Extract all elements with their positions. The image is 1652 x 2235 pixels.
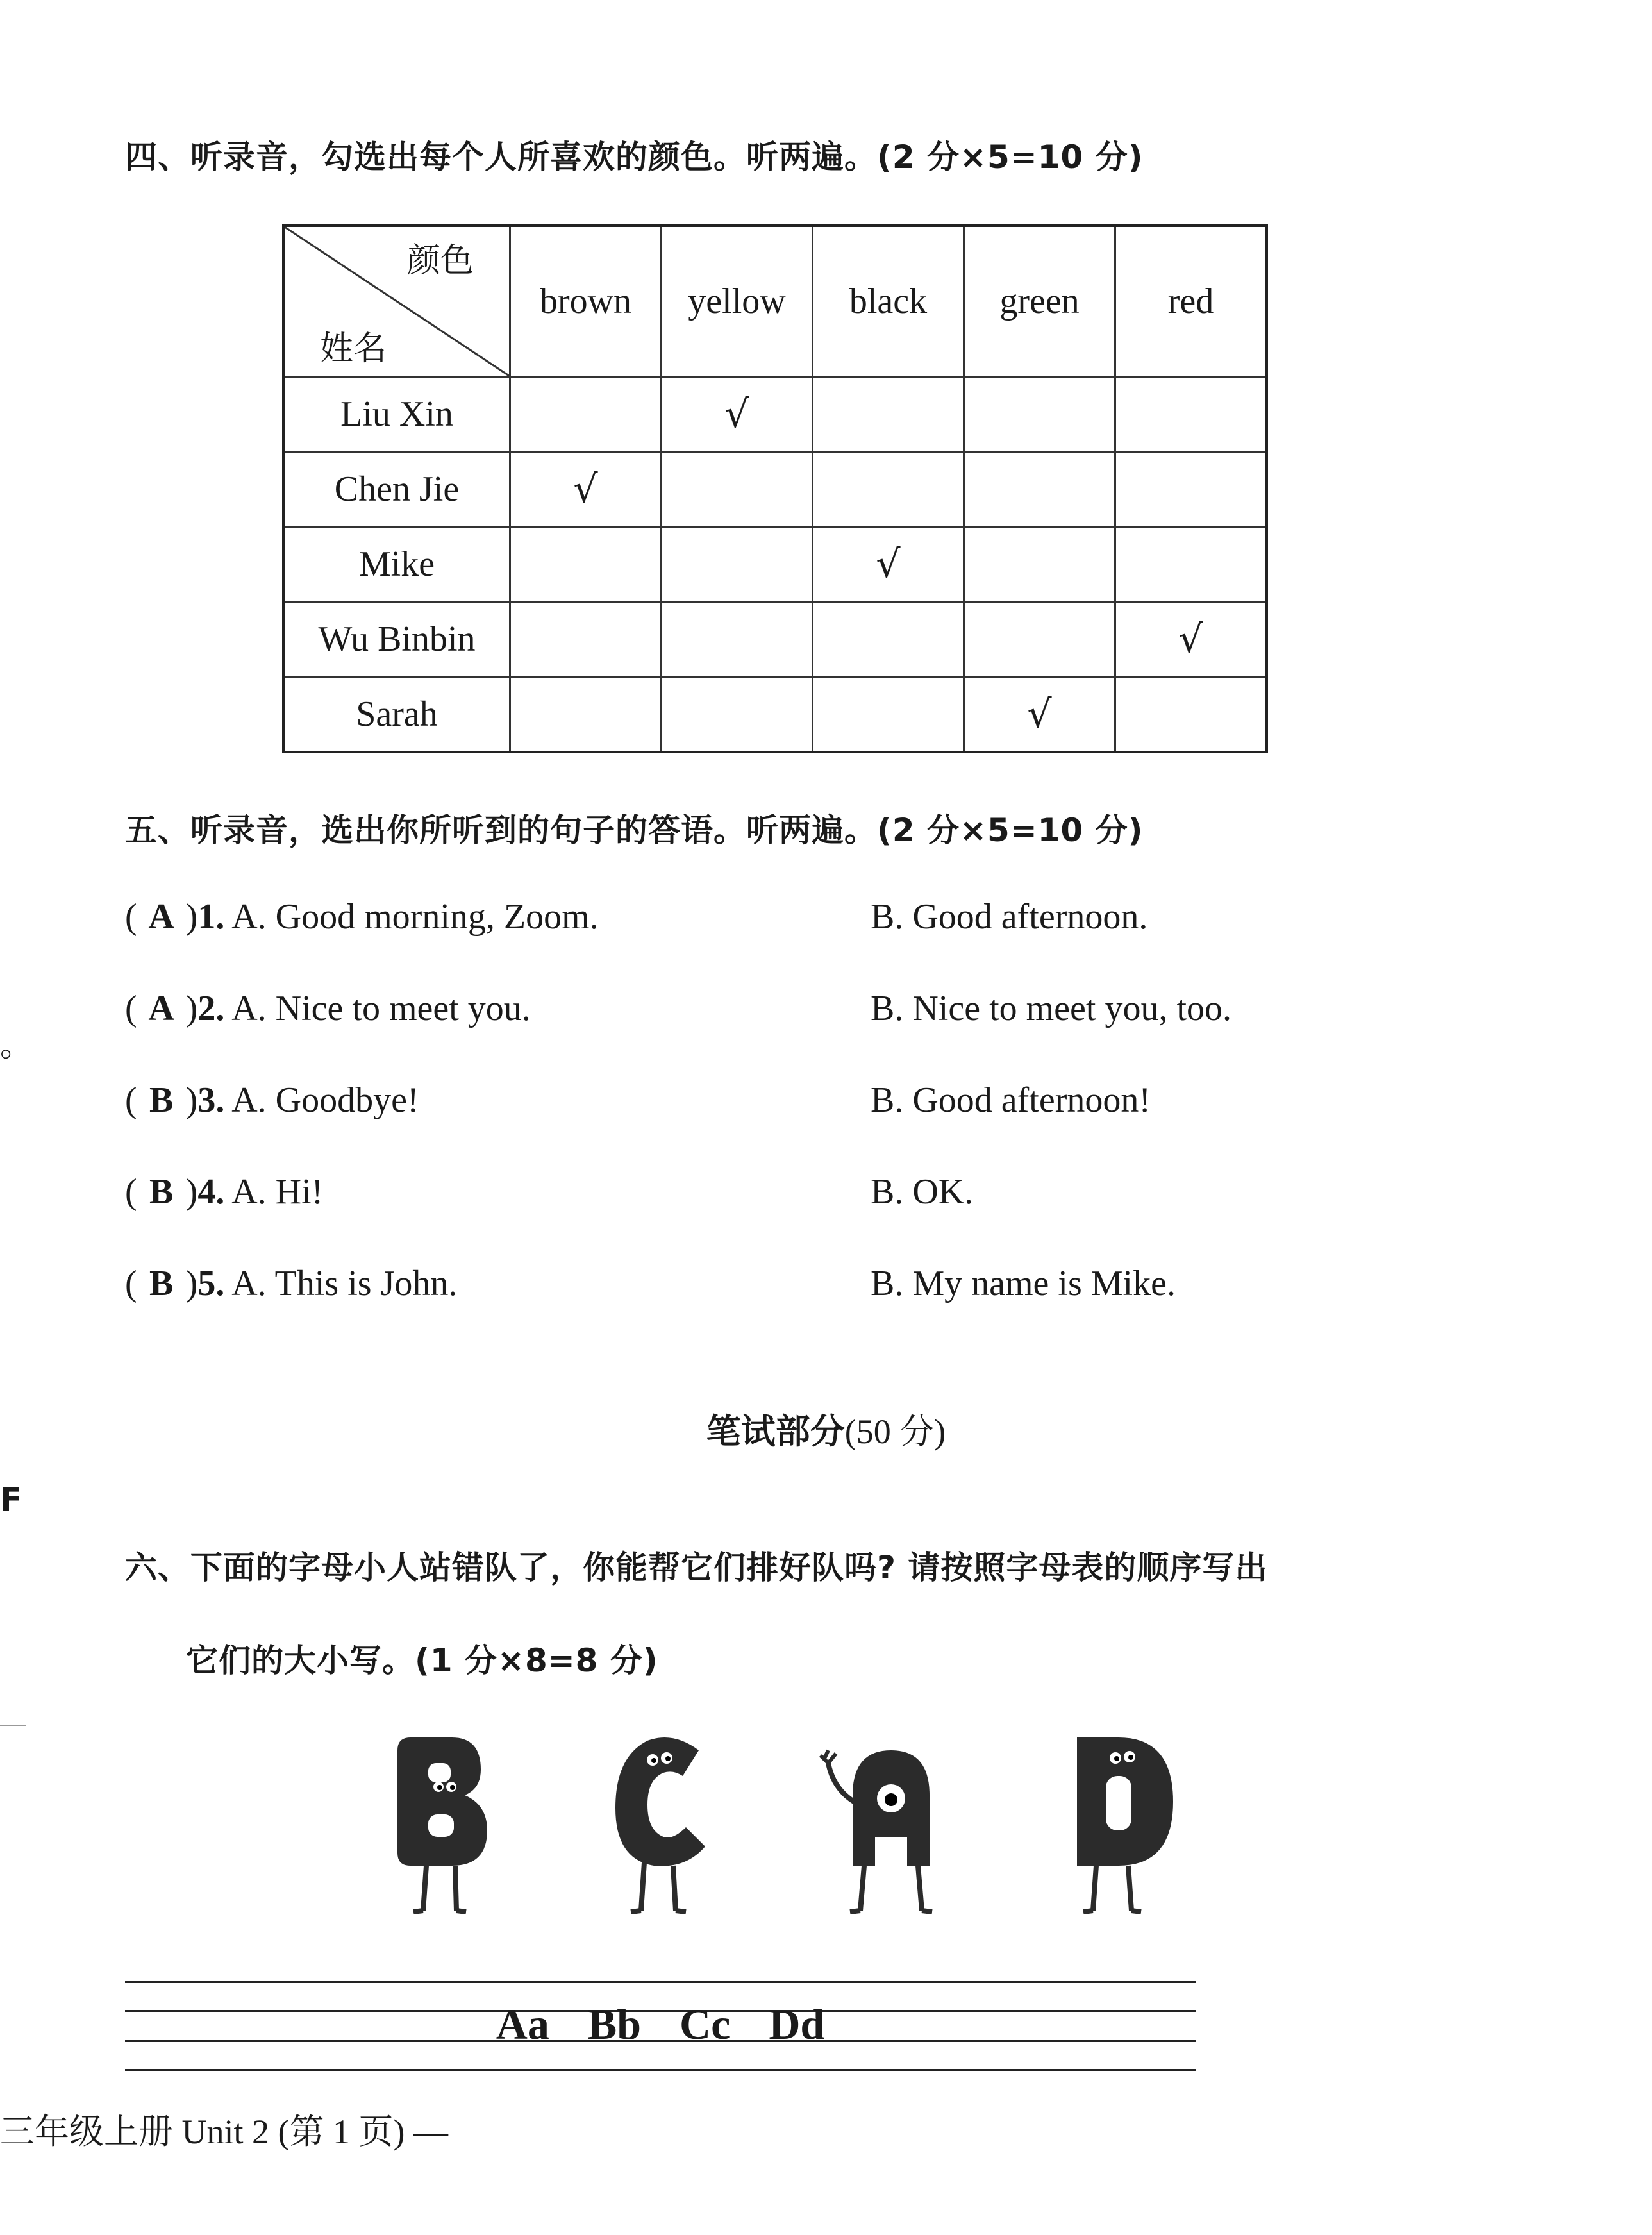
option-b: B. Good afternoon. [871,897,1148,937]
header-name-label: 姓名 [320,330,387,368]
question-number: 1. [197,897,225,937]
check-mark: √ [1027,692,1052,737]
table-cell[interactable] [510,377,662,452]
written-answer [125,1999,1196,2050]
option-a: A. Goodbye! [231,1080,419,1120]
header-color-label: 颜色 [406,242,474,280]
check-mark: √ [876,542,901,587]
table-cell[interactable] [662,452,813,527]
table-cell[interactable] [662,377,813,452]
question-number: 2. [197,989,225,1028]
table-row [283,377,1267,452]
section5-title: 五、听录音，选出你所听到的句子的答语。听两遍。(2 分×5=10 分) [125,812,1144,849]
written-letter-pair: Bb [587,2000,642,2048]
diagonal-line [285,227,509,376]
writing-line [125,2069,1196,2071]
margin-divider [0,1725,26,1726]
page-footer: 三年级上册 Unit 2 (第 1 页) — [0,2113,448,2151]
student-name: Liu Xin [283,377,510,452]
writing-lines[interactable] [125,1981,1196,2071]
check-mark: √ [1178,617,1203,662]
color-header-green: green [964,226,1115,377]
option-b: B. Good afternoon! [871,1080,1151,1120]
student-name: Chen Jie [283,452,510,527]
letter-d-character [1077,1737,1173,1912]
table-header-row [283,226,1267,377]
question-number: 4. [197,1172,225,1212]
option-b: B. My name is Mike. [871,1264,1176,1303]
question-number: 5. [197,1264,225,1303]
section6-title-line1: 六、下面的字母小人站错队了，你能帮它们排好队吗? 请按照字母表的顺序写出 [125,1549,1268,1586]
section6-title-line2: 它们的大小写。(1 分×8=8 分) [186,1642,658,1679]
color-header-brown: brown [510,226,662,377]
letter-b-character [397,1737,487,1912]
table-cell[interactable] [510,527,662,602]
option-a: A. Good morning, Zoom. [231,897,599,937]
option-b: B. OK. [871,1172,974,1212]
option-a: A. Nice to meet you. [231,989,531,1028]
written-part-label: 笔试部分 [706,1411,845,1452]
check-mark: √ [724,392,749,437]
table-cell[interactable] [1115,602,1267,677]
answer-3[interactable]: B [149,1080,174,1120]
table-cell[interactable] [510,677,662,753]
answer-4[interactable]: B [149,1172,174,1212]
table-cell[interactable] [510,452,662,527]
table-row [283,602,1267,677]
letter-characters-illustration [372,1725,1231,1930]
table-cell[interactable] [813,677,964,753]
margin-mark: 。 [0,1026,32,1064]
table-cell[interactable] [964,602,1115,677]
student-name: Wu Binbin [283,602,510,677]
section4-title: 四、听录音，勾选出每个人所喜欢的颜色。听两遍。(2 分×5=10 分) [125,138,1144,176]
table-cell[interactable] [1115,677,1267,753]
letter-a-character [821,1750,932,1912]
color-header-red: red [1115,226,1267,377]
table-cell[interactable] [813,452,964,527]
written-part-points: (50 分) [844,1412,946,1451]
diagonal-header-cell [283,226,510,377]
student-name: Mike [283,527,510,602]
table-row [283,677,1267,753]
check-mark: √ [573,467,598,512]
option-b: B. Nice to meet you, too. [871,989,1232,1028]
table-cell[interactable] [813,527,964,602]
question-1: ( A )1. A. Good morning, Zoom. [125,897,599,937]
letter-c-character [615,1737,705,1912]
table-cell[interactable] [662,602,813,677]
option-a: A. Hi! [231,1172,324,1212]
margin-mark: F [0,1481,22,1518]
answer-5[interactable]: B [149,1264,174,1303]
table-cell[interactable] [662,677,813,753]
question-2: ( A )2. A. Nice to meet you. [125,989,531,1028]
table-row [283,527,1267,602]
option-a: A. This is John. [231,1264,458,1303]
color-header-yellow: yellow [662,226,813,377]
color-header-black: black [813,226,964,377]
written-part-title [0,1404,1652,1453]
answer-2[interactable]: A [148,989,174,1028]
table-cell[interactable] [964,527,1115,602]
table-row [283,452,1267,527]
writing-line [125,1981,1196,1983]
written-letter-pair: Aa [496,2000,549,2048]
table-cell[interactable] [964,677,1115,753]
written-letter-pair: Dd [769,2000,825,2048]
written-letter-pair: Cc [680,2000,731,2048]
table-cell[interactable] [813,377,964,452]
table-cell[interactable] [813,602,964,677]
color-preference-table [282,224,1268,753]
table-cell[interactable] [510,602,662,677]
table-cell[interactable] [1115,377,1267,452]
student-name: Sarah [283,677,510,753]
table-cell[interactable] [1115,527,1267,602]
question-5: ( B )5. A. This is John. [125,1264,458,1303]
question-3: ( B )3. A. Goodbye! [125,1080,419,1120]
table-cell[interactable] [662,527,813,602]
question-number: 3. [197,1080,225,1120]
table-cell[interactable] [964,452,1115,527]
table-cell[interactable] [964,377,1115,452]
answer-1[interactable]: A [148,897,174,937]
table-cell[interactable] [1115,452,1267,527]
question-4: ( B )4. A. Hi! [125,1172,324,1212]
